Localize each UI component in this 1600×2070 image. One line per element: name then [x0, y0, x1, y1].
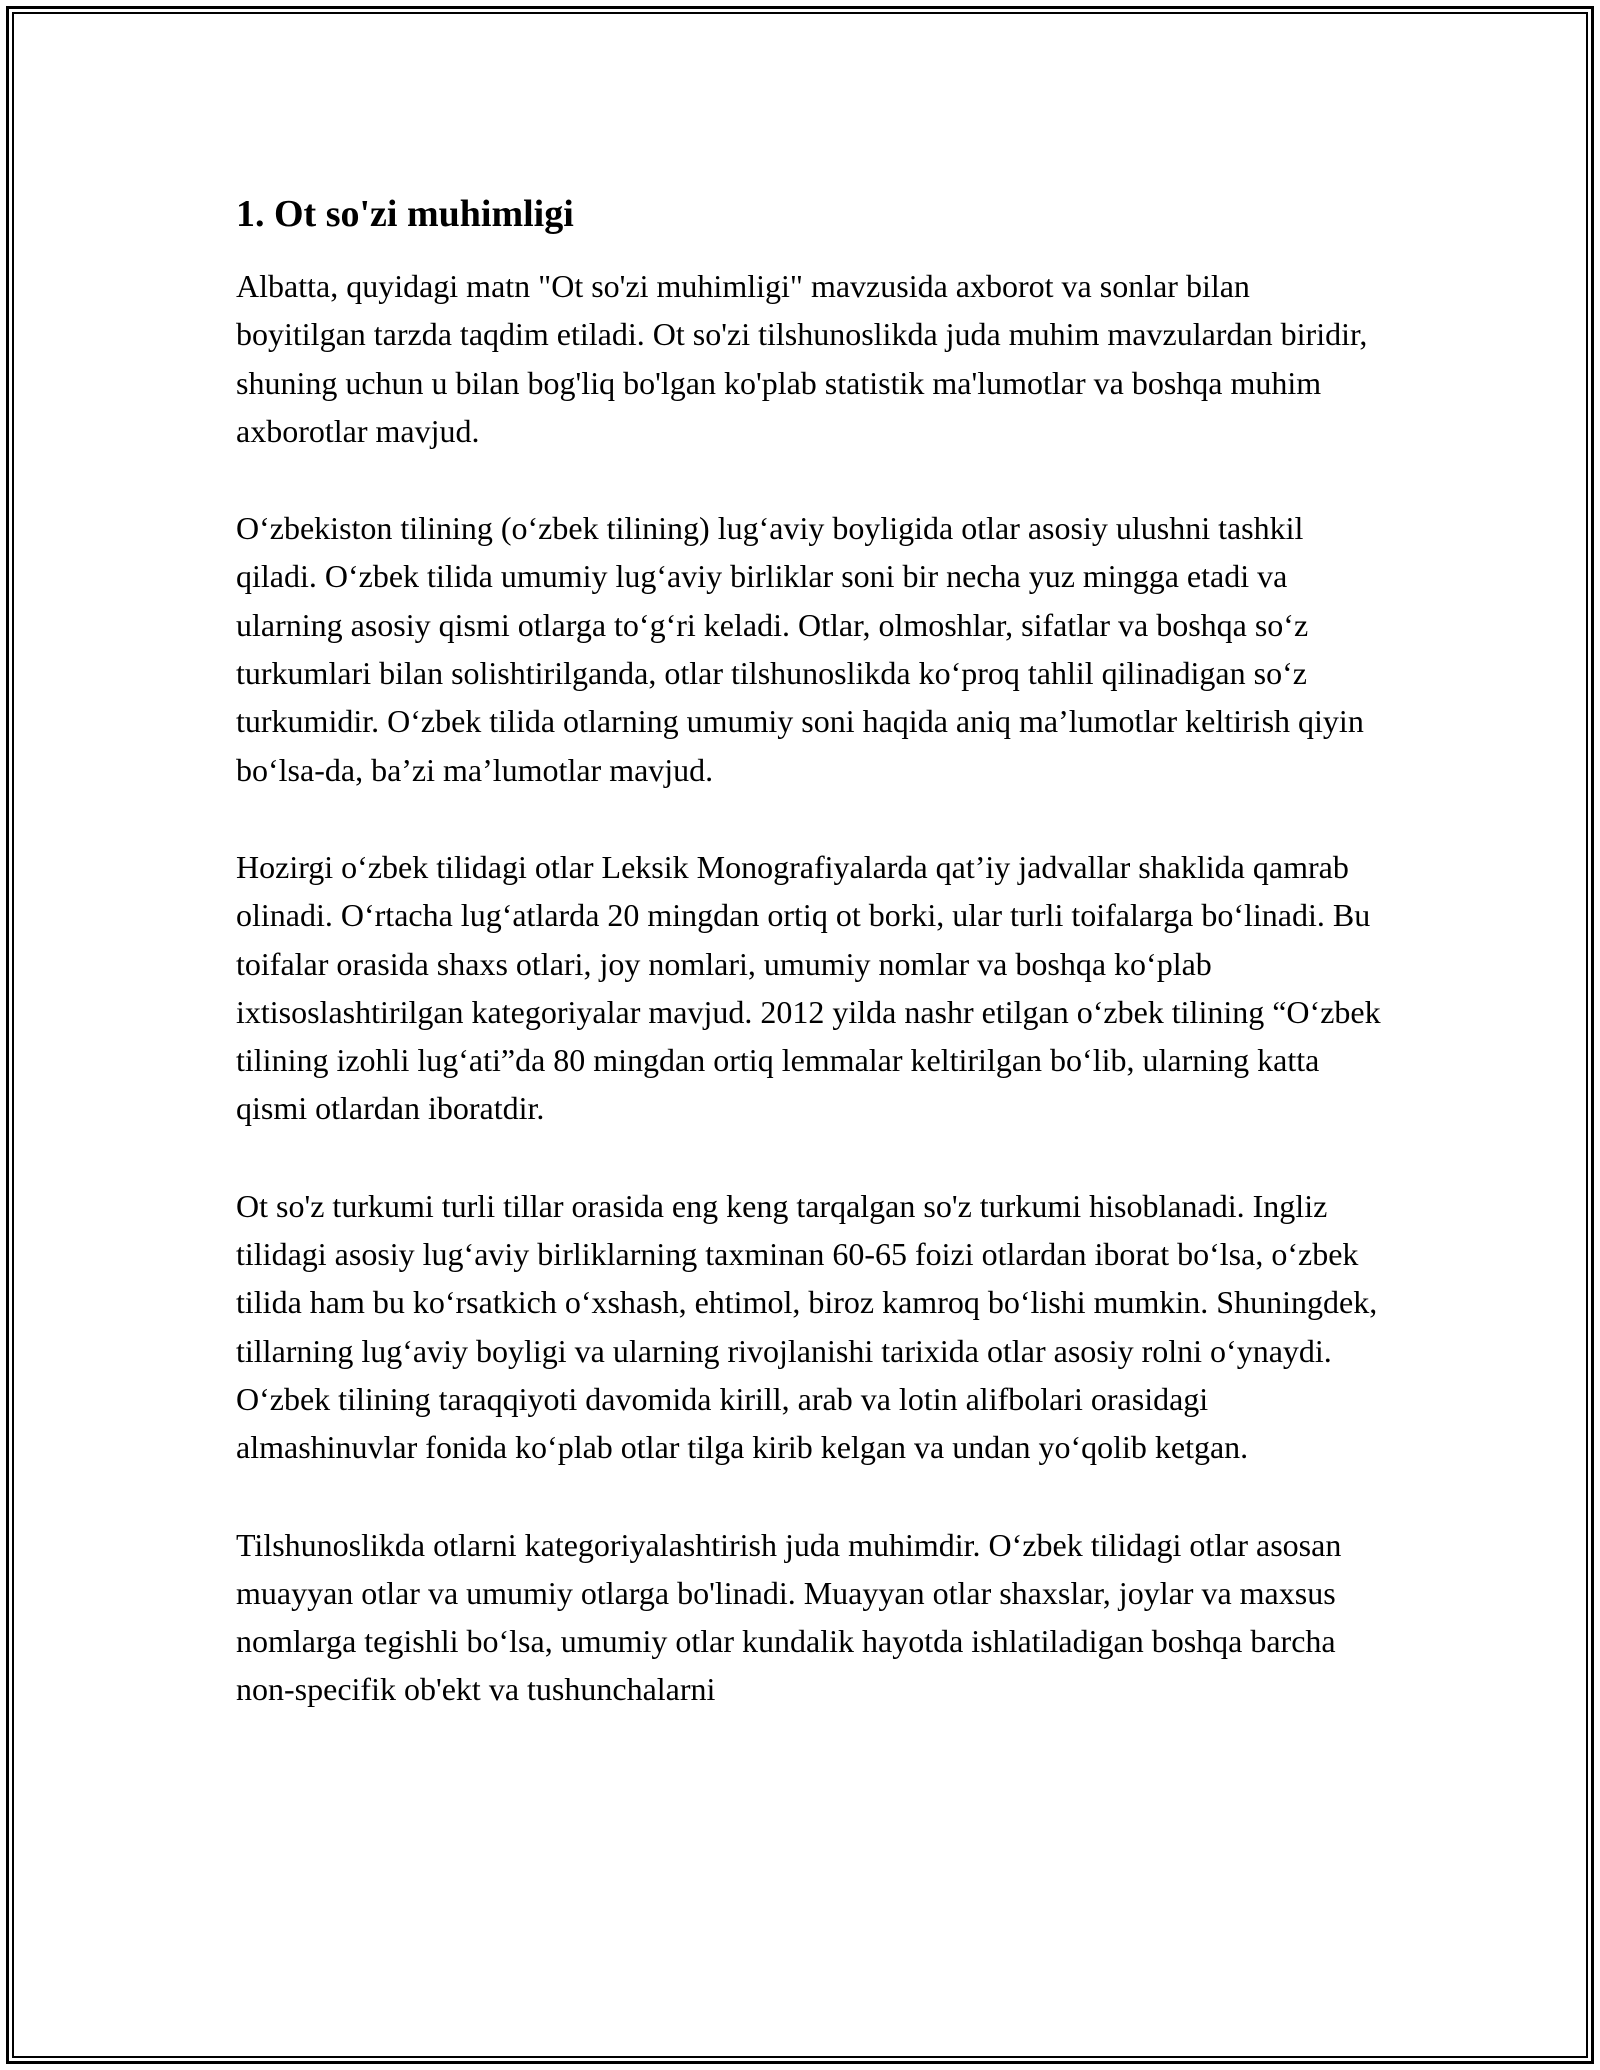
paragraph-dictionaries: Hozirgi o‘zbek tilidagi otlar Leksik Monografiyalarda qat’iy jadvallar shaklida qamrab olinadi. O‘rtacha lug‘atlarda 20 mingdan ortiq ot borki, ular turli toifalarga bo‘linadi. Bu toifalar orasida shaxs otlari, joy nomlari, umumiy nomlar va boshqa ko‘plab ixtisoslashtirilgan kategoriyalar mavjud. 2012 yilda nashr etilgan o‘zbek tilining “O‘zbek tilining izohli lug‘ati”da 80 mingdan ortiq lemmalar keltirilgan bo‘lib, ularning katta qismi otlardan iboratdir.	[236, 848, 1381, 1127]
paragraph-lexical-share: O‘zbekiston tilining (o‘zbek tilining) lug‘aviy boyligida otlar asosiy ulushni tashkil qiladi. O‘zbek tilida umumiy lug‘aviy birliklar soni bir necha yuz mingga etadi va ularning asosiy qismi otlarga to‘g‘ri keladi. Otlar, olmoshlar, sifatlar va boshqa so‘z turkumlari bilan solishtirilganda, otlar tilshunoslikda ko‘proq tahlil qilinadigan so‘z turkumidir. O‘zbek tilida otlarning umumiy soni haqida aniq ma’lumotlar keltirish qiyin bo‘lsa-da, ba’zi ma’lumotlar mavjud.	[236, 510, 1364, 788]
paragraph-intro: Albatta, quyidagi matn "Ot so'zi muhimligi" mavzusida axborot va sonlar bilan boyitilgan tarzda taqdim etiladi. Ot so'zi tilshunoslikda juda muhim mavzulardan biridir, shuning uchun u bilan bog'liq bo'lgan ko'plab statistik ma'lumotlar va boshqa muhim axborotlar mavjud.	[236, 268, 1368, 449]
document-page	[236, 186, 1381, 1763]
paragraph-word-class-frequency: Ot so'z turkumi turli tillar orasida eng keng tarqalgan so'z turkumi hisoblanadi. Ingliz tilidagi asosiy lug‘aviy birliklarning taxminan 60-65 foizi otlardan iborat bo‘lsa, o‘zbek tilida ham bu ko‘rsatkich o‘xshash, ehtimol, biroz kamroq bo‘lishi mumkin. Shuningdek, tillarning lug‘aviy boyligi va ularning rivojlanishi tarixida otlar asosiy rolni o‘ynaydi. O‘zbek tilining taraqqiyoti davomida kirill, arab va lotin alifbolari orasidagi almashinuvlar fonida ko‘plab otlar tilga kirib kelgan va undan yo‘qolib ketgan.	[236, 1187, 1378, 1466]
section-heading: 1. Ot so'zi muhimligi	[236, 193, 574, 235]
paragraph-categorization: Tilshunoslikda otlarni kategoriyalashtirish juda muhimdir. O‘zbek tilidagi otlar asosan muayyan otlar va umumiy otlarga bo'linadi. Muayyan otlar shaxslar, joylar va maxsus nomlarga tegishli bo‘lsa, umumiy otlar kundalik hayotda ishlatiladigan boshqa barcha non-specifik ob'ekt va tushunchalarni	[236, 1526, 1342, 1708]
